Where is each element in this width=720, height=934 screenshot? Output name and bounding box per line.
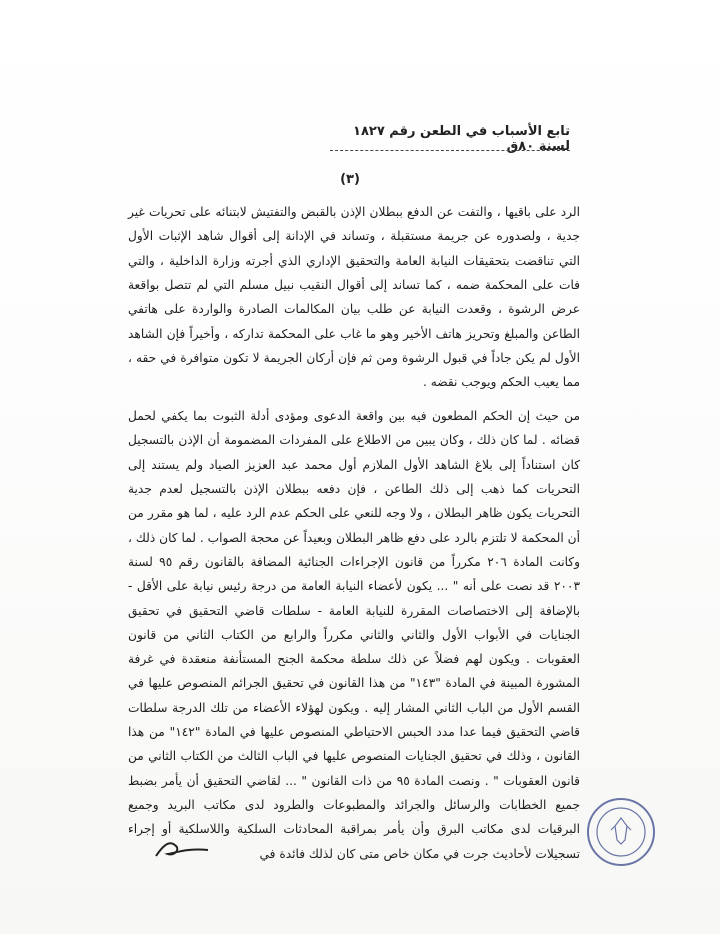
header-divider bbox=[330, 150, 570, 151]
body-paragraph-2: من حيث إن الحكم المطعون فيه بين واقعة الدعوى ومؤدى أدلة الثبوت بما يكفي لحمل قضائه . لما كان ذلك ، وكان يبين من الاطلاع على المفردات المضمومة أن الإذن بالتسجيل كان استناداً إلى بلاغ الشاهد الأول الملازم أول محمد عبد العزيز الصياد ولم يستند إلى التحريات كما ذهب إلى ذلك الطاعن ، فإن دفعه ببطلان الإذن بالتسجيل لعدم جدية التحريات يكون ظاهر البطلان ، ولا وجه للنعي على الحكم عدم الرد عليه ، لما هو مقرر من أن المحكمة لا تلتزم بالرد على دفع ظاهر البطلان وبعيداً عن محجة الصواب . لما كان ذلك ، وكانت المادة ٢٠٦ مكرراً من قانون الإجراءات الجنائية المضافة بالقانون رقم ٩٥ لسنة ٢٠٠٣ قد نصت على أنه " ... يكون لأعضاء النيابة العامة من درجة رئيس نيابة على الأقل - بالإضافة إلى الاختصاصات المقررة للنيابة العامة - سلطات قاضي التحقيق في تحقيق الجنايات في الأبواب الأول والثاني والثاني مكرراً والرابع من الكتاب الثاني من قانون العقوبات . ويكون لهم فضلاً عن ذلك سلطة محكمة الجنح المستأنفة منعقدة في غرفة المشورة المبينة في المادة "١٤٣" من هذا القانون في تحقيق الجرائم المنصوص عليها في القسم الأول من الباب الثاني المشار إليه . ويكون لهؤلاء الأعضاء من تلك الدرجة سلطات قاضي التحقيق فيما عدا مدد الحبس الاحتياطي المنصوص عليها في المادة "١٤٢" من هذا القانون ، وذلك في تحقيق الجنايات المنصوص عليها في الباب الثالث من الكتاب الثاني من قانون العقوبات " . ونصت المادة ٩٥ من ذات القانون " ... لقاضي التحقيق أن يأمر بضبط جميع الخطابات والرسائل والجرائد والمطبوعات والطرود لدى مكاتب البريد وجميع البرقيات لدى مكاتب البرق وأن يأمر بمراقبة المحادثات السلكية واللاسلكية أو إجراء تسجيلات لأحاديث جرت في مكان خاص متى كان لذلك فائدة في bbox=[128, 409, 580, 861]
page-number: (٣) bbox=[340, 172, 360, 187]
official-seal-icon bbox=[585, 796, 657, 868]
body-paragraph-1: الرد على باقيها ، والتفت عن الدفع ببطلان الإذن بالقبض والتفتيش لابتنائه على تحريات غير جدية ، ولصدوره عن جريمة مستقبلة ، وتساند في الإدانة إلى أقوال شاهد الإثبات الأول التي تناقضت بتحقيقات النيابة العامة والتحقيق الإداري الذي أجرته وزارة الداخلية ، والتي فات على المحكمة ضمه ، كما تساند إلى أقوال النقيب نبيل مسلم التي لم تتصل بواقعة عرض الرشوة ، وقعدت النيابة عن طلب بيان المكالمات الصادرة والواردة على هاتفي الطاعن والمبلغ وتحريز هاتف الأخير وهو ما غاب على المحكمة تداركه ، وأخيراً فإن الشاهد الأول لم يكن جاداً في قبول الرشوة ومن ثم فإن أركان الجريمة لا تكون متوافرة في حقه ، مما يعيب الحكم ويوجب نقضه . bbox=[128, 205, 580, 390]
signature-icon bbox=[150, 826, 220, 866]
page-header: تابع الأسباب في الطعن رقم ١٨٢٧ لسنة ٨٠ق bbox=[353, 124, 570, 154]
